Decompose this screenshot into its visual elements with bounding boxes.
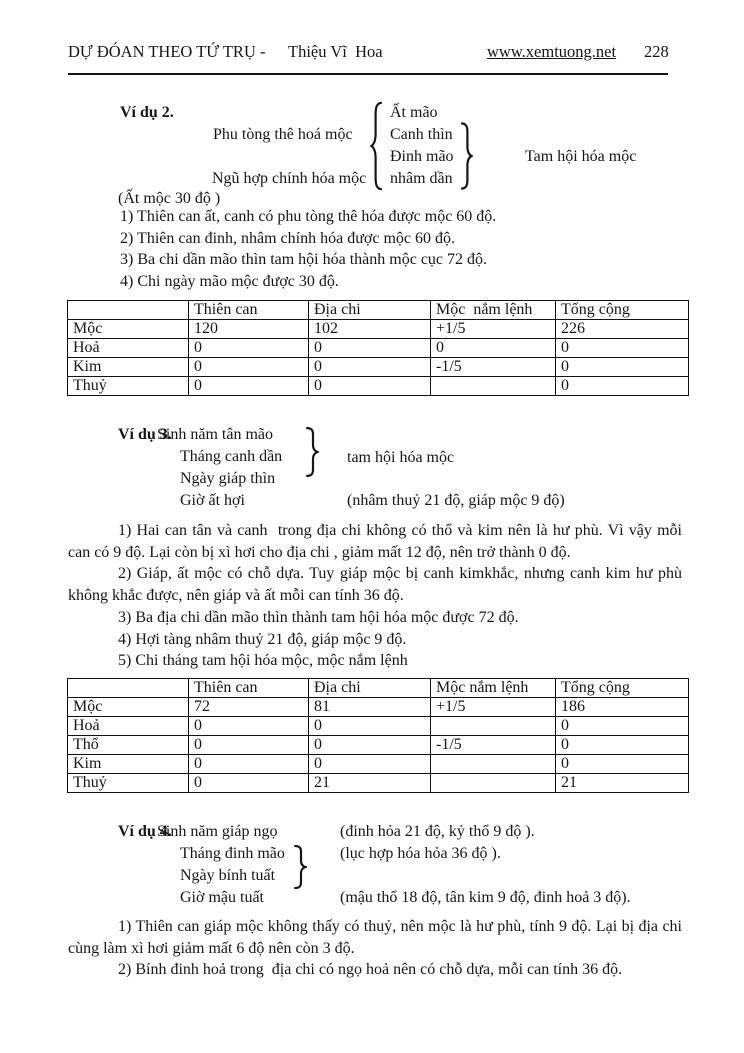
example2-degree-note: (Ất mộc 30 độ ) xyxy=(118,190,221,207)
header-cell: Mộc nắm lệnh xyxy=(431,679,556,698)
cell: 0 xyxy=(556,736,689,755)
header-cell xyxy=(68,679,189,698)
example3-label: Ví dụ 3. xyxy=(118,426,172,443)
example4-year-note: (đinh hỏa 21 độ, kỷ thổ 9 độ ). xyxy=(340,823,535,840)
example4-right-brace xyxy=(292,845,307,889)
analysis-paragraph: 2) Bính đinh hoả trong địa chi có ngọ hoả nên có chỗ dựa, mỗi can tính 36 độ. xyxy=(118,961,623,979)
analysis-paragraph: 5) Chi tháng tam hội hóa mộc, mộc nắm lệnh xyxy=(118,652,408,670)
cell: 72 xyxy=(189,698,309,717)
cell: 102 xyxy=(309,320,431,339)
header-cell: Mộc nắm lệnh xyxy=(431,301,556,320)
analysis-paragraph: 1) Thiên can giáp mộc không thấy có thuỷ, nên mộc là hư phù, tính 9 độ. Lại bị địa chi cùng làm xì hơi giảm mất 6 độ nên còn 3 độ. xyxy=(68,918,686,957)
row-label: Mộc xyxy=(68,320,189,339)
example2-pillar-hour: nhâm dần xyxy=(390,170,453,187)
cell: 0 xyxy=(189,358,309,377)
example3-group-note: tam hội hóa mộc xyxy=(347,449,455,466)
header-cell: Địa chi xyxy=(309,679,431,698)
cell: 0 xyxy=(189,774,309,793)
header-cell: Tổng cộng xyxy=(556,679,689,698)
table-row xyxy=(68,774,689,793)
example3-analysis xyxy=(68,520,686,672)
cell: 0 xyxy=(556,358,689,377)
cell: 0 xyxy=(556,717,689,736)
table-example3 xyxy=(67,678,689,793)
example3-birth-day: Ngày giáp thìn xyxy=(180,470,276,487)
example4-birth-hour: Giờ mậu tuất xyxy=(180,889,264,906)
example2-right-brace xyxy=(459,122,473,190)
example4-analysis xyxy=(68,916,686,981)
example2-phrase-ngu-hop: Ngũ hợp chính hóa mộc xyxy=(212,170,367,187)
header-cell: Tổng cộng xyxy=(556,301,689,320)
cell: 226 xyxy=(556,320,689,339)
cell xyxy=(431,717,556,736)
example4-hour-note: (mậu thổ 18 độ, tân kim 9 độ, đinh hoả 3 độ). xyxy=(340,889,631,906)
cell: 0 xyxy=(189,755,309,774)
cell: 0 xyxy=(189,736,309,755)
cell: 0 xyxy=(309,736,431,755)
header-cell: Thiên can xyxy=(189,301,309,320)
cell: 0 xyxy=(309,717,431,736)
example3-birth-hour: Giờ ất hợi xyxy=(180,492,245,509)
example2-label: Ví dụ 2. xyxy=(120,104,174,121)
example4-birth-month: Tháng đinh mão xyxy=(180,845,285,862)
cell: 0 xyxy=(309,377,431,396)
table-example2 xyxy=(67,300,689,396)
row-label: Kim xyxy=(68,755,189,774)
example2-left-brace xyxy=(370,101,384,191)
table-row xyxy=(68,377,689,396)
cell xyxy=(431,377,556,396)
table-row xyxy=(68,698,689,717)
example2-group-note: Tam hội hóa mộc xyxy=(525,148,637,165)
cell: -1/5 xyxy=(431,358,556,377)
cell: 120 xyxy=(189,320,309,339)
cell xyxy=(431,774,556,793)
example2-item-2: 2) Thiên can đinh, nhâm chính hóa được mộc 60 độ. xyxy=(120,230,455,247)
cell: 0 xyxy=(309,339,431,358)
table-row xyxy=(68,301,689,320)
cell: -1/5 xyxy=(431,736,556,755)
cell: +1/5 xyxy=(431,320,556,339)
example2-phrase-phu-tong: Phu tòng thê hoá mộc xyxy=(213,126,353,143)
example3-birth-year: Sinh năm tân mão xyxy=(157,426,273,443)
example3-birth-month: Tháng canh dần xyxy=(180,448,283,465)
example2-pillar-day: Đinh mão xyxy=(390,148,454,165)
header-page-number: 228 xyxy=(644,42,669,61)
cell: 0 xyxy=(431,339,556,358)
row-label: Thuỷ xyxy=(68,377,189,396)
analysis-paragraph: 2) Giáp, ất mộc có chỗ dựa. Tuy giáp mộc bị canh kimkhắc, nhưng canh kim hư phù không khắc được, nên giáp và ất mỗi can tính 36 độ. xyxy=(68,565,686,605)
table-row xyxy=(68,736,689,755)
cell: 0 xyxy=(189,339,309,358)
example2-pillar-year: Ất mão xyxy=(390,104,438,121)
cell: +1/5 xyxy=(431,698,556,717)
header-website-link[interactable]: www.xemtuong.net xyxy=(487,42,617,61)
table-row xyxy=(68,717,689,736)
cell: 21 xyxy=(556,774,689,793)
example2-pillar-month: Canh thìn xyxy=(390,126,453,143)
cell xyxy=(431,755,556,774)
header-cell xyxy=(68,301,189,320)
row-label: Thổ xyxy=(68,736,189,755)
header-cell: Địa chi xyxy=(309,301,431,320)
cell: 0 xyxy=(309,358,431,377)
example4-month-note: (lục hợp hóa hỏa 36 độ ). xyxy=(340,845,501,862)
table-row xyxy=(68,358,689,377)
cell: 81 xyxy=(309,698,431,717)
cell: 0 xyxy=(309,755,431,774)
cell: 0 xyxy=(189,377,309,396)
table-row xyxy=(68,339,689,358)
table-row xyxy=(68,679,689,698)
header-title: DỰ ĐÓAN THEO TỨ TRỤ - xyxy=(68,42,266,61)
row-label: Kim xyxy=(68,358,189,377)
example4-birth-year: Sinh năm giáp ngọ xyxy=(157,823,278,840)
table-row xyxy=(68,755,689,774)
row-label: Mộc xyxy=(68,698,189,717)
analysis-paragraph: 3) Ba địa chi dần mão thìn thành tam hội hóa mộc được 72 độ. xyxy=(118,608,519,626)
analysis-paragraph: 4) Hợi tàng nhâm thuỷ 21 độ, giáp mộc 9 độ. xyxy=(118,630,407,648)
example4-label: Ví dụ 4. xyxy=(118,823,172,840)
cell: 0 xyxy=(556,377,689,396)
example2-item-3: 3) Ba chi dần mão thìn tam hội hóa thành mộc cục 72 độ. xyxy=(120,251,488,268)
cell: 0 xyxy=(556,755,689,774)
example2-item-1: 1) Thiên can ất, canh có phu tòng thê hóa được mộc 60 độ. xyxy=(120,208,497,225)
example2-item-4: 4) Chi ngày mão mộc được 30 độ. xyxy=(120,273,339,290)
row-label: Hoả xyxy=(68,717,189,736)
cell: 0 xyxy=(556,339,689,358)
example4-birth-day: Ngày bính tuất xyxy=(180,867,276,884)
table-row xyxy=(68,320,689,339)
cell: 186 xyxy=(556,698,689,717)
example3-right-brace xyxy=(304,427,319,477)
header-rule xyxy=(68,73,668,75)
header-author: Thiệu Vĩ Hoa xyxy=(288,42,383,61)
cell: 0 xyxy=(189,717,309,736)
cell: 21 xyxy=(309,774,431,793)
header-cell: Thiên can xyxy=(189,679,309,698)
analysis-paragraph: 1) Hai can tân và canh trong địa chi không có thổ và kim nên là hư phù. Vì vậy mỗi can có 9 độ. Lại còn bị xì hơi cho địa chi , giảm mất 12 độ, nên trở thành 0 độ. xyxy=(68,522,686,561)
example3-hour-note: (nhâm thuỷ 21 độ, giáp mộc 9 độ) xyxy=(347,492,565,509)
row-label: Hoả xyxy=(68,339,189,358)
row-label: Thuỷ xyxy=(68,774,189,793)
